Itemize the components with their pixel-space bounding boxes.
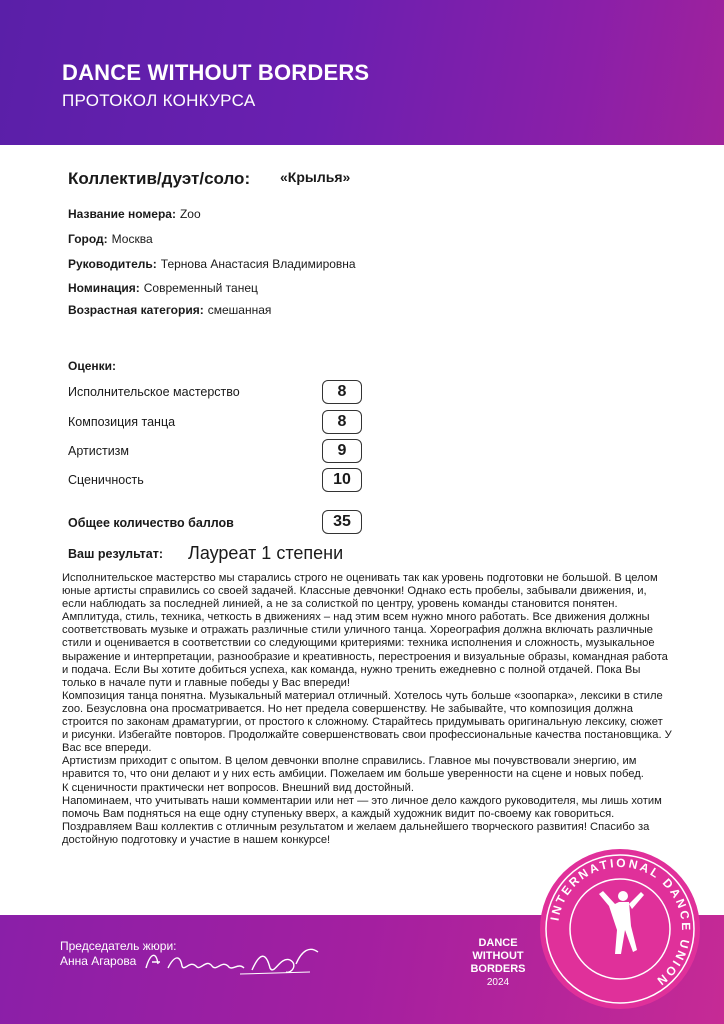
collective-label: Коллектив/дуэт/соло:	[68, 169, 251, 188]
result-value: Лауреат 1 степени	[188, 543, 344, 563]
comment-paragraph: Исполнительское мастерство мы старались строго не оценивать так как уровень подготовки не большой. В целом юные артисты справились со своей задачей. Классные девчонки! Однако есть пробелы, забывали движения, и, если наблюдать за последней линией, а не за солисткой по центру, уровень команды становится понятен. Амплитуда, стиль, техника, четкость в движениях – над этим всем нужно много работать. Все движения должны соответствовать музыке и отражать различные стили уличного танца. Хореография должна включать различные стили и оценивается в соответствии со следующими критериями: техника исполнения и сложность, музыкальное выражение и интерпретации, разнообразие и креативность, перестроения и визуальные образы, командная работа и подача. Если Вы хотите добиться успеха, как команда, нужно тренить ежедневно с полной отдачей. Пока Вы только в начале пути и главные победы у Вас впереди!	[62, 572, 668, 689]
comment-paragraph: Напоминаем, что учитывать наши комментарии или нет — это личное дело каждого руководителя, мы лишь хотим помочь Вам подняться на еще одну ступеньку вверх, а каждый художник видит по-своему как говориться. Поздравляем Ваш коллектив с отличным результатом и желаем дальнейшего творческого развития! Спасибо за достойную подготовку и участие в нашем конкурсе!	[62, 794, 662, 846]
jury-comments	[62, 572, 672, 847]
info-label: Руководитель:	[68, 257, 157, 271]
info-label: Номинация:	[68, 281, 140, 295]
info-age-category	[68, 303, 271, 317]
info-label: Возрастная категория:	[68, 303, 204, 317]
info-value: Тернова Анастасия Владимировна	[160, 257, 356, 271]
info-number-name	[68, 207, 201, 221]
info-nomination	[68, 281, 258, 295]
comment-paragraph: Композиция танца понятна. Музыкальный материал отличный. Хотелось чуть больше «зоопарка», лексики в стиле zoo. Безусловна она просматривается. Но нет предела совершенству. Не забывайте, что композиция должна строится по законам драматургии, от простого к сложному. Старайтесь придумывать оригинальную лексику, сюжет и рисунки. Избегайте повторов. Продолжайте совершенствовать свои профессиональные качества постановщика. У Вас все впереди.	[62, 689, 672, 755]
jury-chair-role: Председатель жюри:	[60, 939, 177, 953]
stamp-text: INTERNATIONAL DANCE UNION	[547, 855, 694, 990]
footer-brand-line: WITHOUT	[472, 950, 524, 962]
info-director	[68, 257, 356, 271]
score-box-composition: 8	[322, 410, 362, 434]
score-box-artistry: 9	[322, 439, 362, 463]
result-label: Ваш результат:	[68, 547, 164, 561]
jury-chair-name: Анна Агарова	[60, 954, 137, 968]
score-box-stage-presence: 10	[322, 468, 362, 492]
total-score-label: Общее количество баллов	[68, 516, 234, 530]
comment-paragraph: Артистизм приходит с опытом. В целом девчонки вполне справились. Главное мы почувствовали энергию, им нравится то, что они делают и у них есть амбиции. Пожелаем им больше уверенности на сцене и новых побед.	[62, 755, 644, 781]
info-value: Москва	[111, 232, 153, 246]
protocol-subtitle: ПРОТОКОЛ КОНКУРСА	[62, 91, 256, 110]
info-value: смешанная	[207, 303, 272, 317]
score-box-performance: 8	[322, 380, 362, 404]
footer-brand	[460, 937, 536, 989]
footer-year: 2024	[486, 977, 510, 988]
total-score-box: 35	[322, 510, 362, 534]
comment-paragraph: К сценичности практически нет вопросов. Внешний вид достойный.	[62, 781, 414, 794]
info-label: Город:	[68, 232, 108, 246]
score-label-composition: Композиция танца	[68, 415, 176, 429]
footer-brand-line: BORDERS	[470, 963, 526, 975]
info-city	[68, 232, 153, 246]
dance-union-stamp-icon	[537, 846, 703, 1012]
info-label: Название номера:	[68, 207, 176, 221]
scores-title: Оценки:	[68, 359, 117, 373]
score-label-artistry: Артистизм	[68, 444, 130, 458]
signature-icon	[140, 942, 330, 982]
score-label-stage-presence: Сценичность	[68, 473, 144, 487]
brand-title: DANCE WITHOUT BORDERS	[62, 60, 370, 85]
info-value: Zoo	[179, 207, 201, 221]
footer-brand-line: DANCE	[478, 937, 518, 949]
score-label-performance: Исполнительское мастерство	[68, 385, 240, 399]
header-banner	[0, 0, 724, 145]
info-value: Современный танец	[143, 281, 258, 295]
collective-value: «Крылья»	[280, 169, 351, 185]
